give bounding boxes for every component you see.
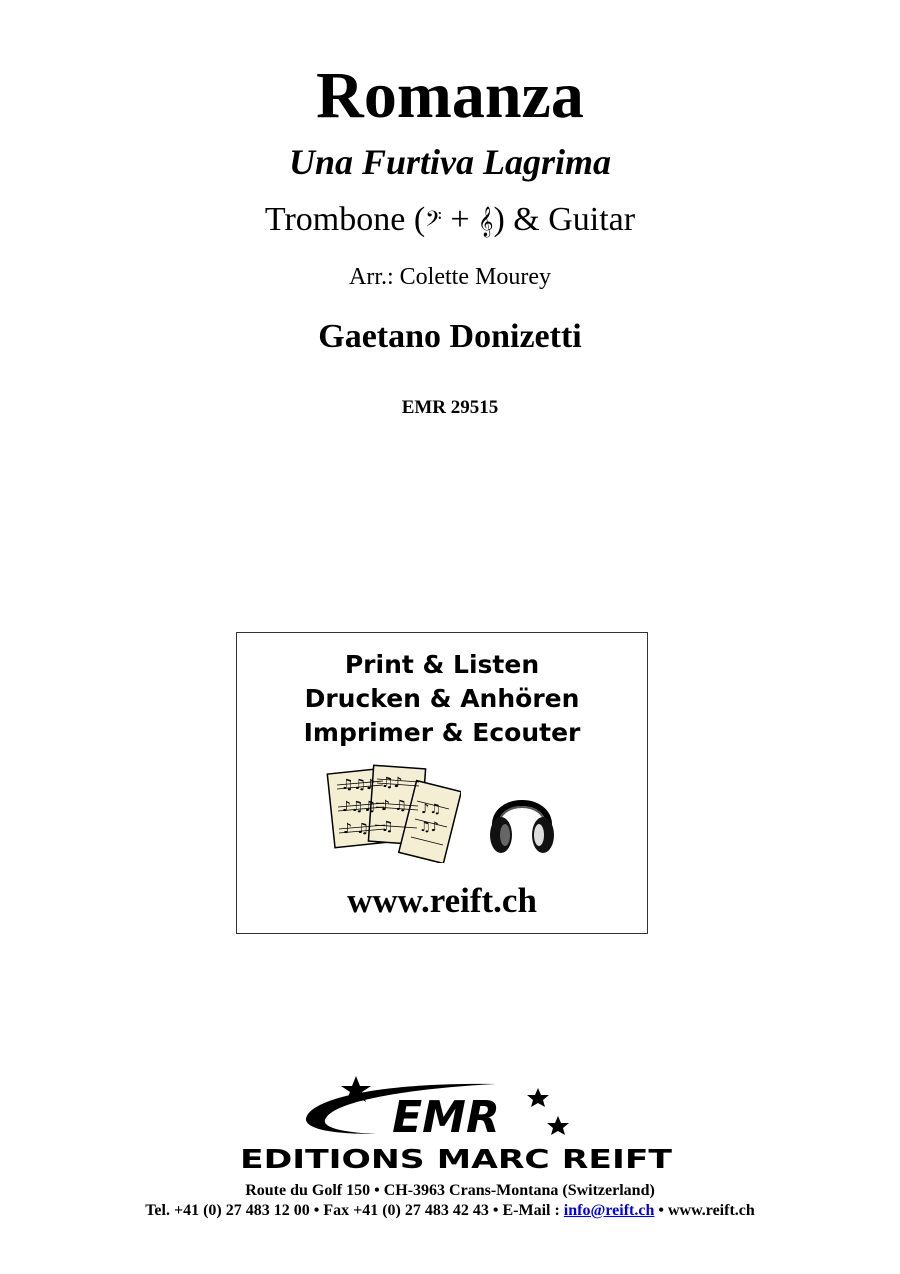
instrumentation: [0, 198, 900, 244]
svg-text:♫: ♫: [381, 819, 394, 835]
promo-line-german: Drucken & Anhören: [304, 684, 580, 713]
bass-clef-icon: 𝄢: [425, 207, 442, 237]
title: Romanza: [316, 59, 584, 132]
emr-logo: [236, 1074, 676, 1174]
promo-line-french: Imprimer & Ecouter: [303, 718, 581, 747]
contact-website: • www.reift.ch: [654, 1202, 755, 1219]
subtitle: Una Furtiva Lagrima: [288, 142, 612, 182]
publisher-name: EDITIONS MARC REIFT: [240, 1145, 673, 1174]
arranger: Arr.: Colette Mourey: [349, 264, 551, 290]
email-link[interactable]: info@reift.ch: [563, 1202, 655, 1219]
catalog-number: EMR 29515: [401, 397, 499, 418]
sheet-music-icon: [325, 763, 461, 863]
svg-text:♫♫♪: ♫♫♪: [341, 777, 376, 793]
contact-phone-fax: Tel. +41 (0) 27 483 12 00 • Fax +41 (0) 27 483 42 43 • E-Mail :: [145, 1202, 564, 1219]
instrumentation-suffix: ) & Guitar: [493, 201, 636, 238]
composer: Gaetano Donizetti: [318, 318, 582, 355]
svg-text:♪♫♫: ♪♫♫: [342, 799, 377, 815]
treble-clef-icon: 𝄞: [478, 207, 494, 237]
print-listen-box: [236, 632, 648, 934]
logo-text: EMR: [392, 1092, 500, 1143]
svg-text:♪ ♫: ♪ ♫: [381, 798, 407, 814]
instrumentation-plus: +: [441, 201, 479, 238]
website-url[interactable]: www.reift.ch: [347, 881, 537, 920]
instrumentation-prefix: Trombone (: [264, 201, 426, 238]
svg-text:♫♪: ♫♪: [381, 775, 403, 791]
publisher-address: Route du Golf 150 • CH-3963 Crans-Montana (Switzerland): [245, 1182, 655, 1199]
headphones-icon: [487, 781, 557, 859]
svg-text:♪♫: ♪♫: [421, 802, 441, 817]
svg-text:♫♪: ♫♪: [419, 820, 439, 835]
publisher-contact: [0, 1200, 900, 1222]
promo-line-english: Print & Listen: [344, 650, 540, 679]
svg-text:♪ ♫: ♪ ♫: [343, 821, 369, 837]
